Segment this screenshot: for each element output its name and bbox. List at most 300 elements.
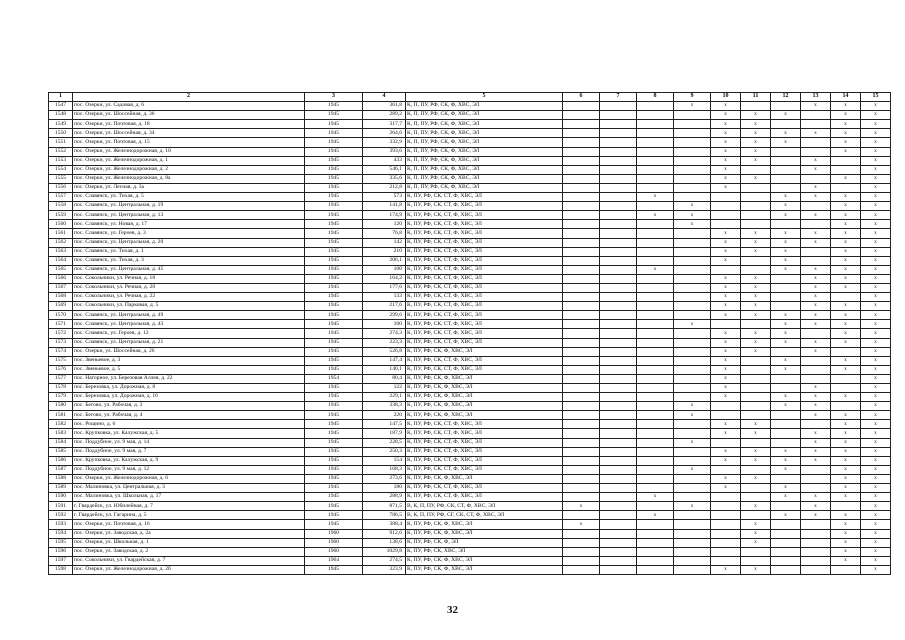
page-number: 32	[447, 604, 458, 616]
area-cell: 223,3	[363, 338, 406, 347]
mark-cell	[674, 293, 711, 302]
mark-cell: x	[674, 502, 711, 511]
mark-cell: x	[771, 256, 801, 265]
mark-cell: x	[741, 429, 771, 438]
mark-cell	[771, 183, 801, 192]
systems-cell: К, ПУ, РФ, СК, СТ, Ф, ХВС, ЭЛ	[406, 438, 563, 447]
address-cell: пос. Поддубное, ул. 9 мая, д. 14	[73, 438, 305, 447]
mark-cell	[600, 211, 637, 220]
row-number-cell: 1563	[49, 247, 73, 256]
column-header: 11	[741, 93, 771, 102]
mark-cell	[771, 302, 801, 311]
mark-cell	[563, 429, 600, 438]
area-cell: 393,6	[363, 147, 406, 156]
mark-cell: x	[861, 293, 891, 302]
address-cell: пос. Сокольники, ул. Парковая, д. 5	[73, 302, 305, 311]
table-row	[49, 138, 891, 147]
mark-cell	[831, 347, 861, 356]
address-cell: пос. Славянск, ул. Центральная, д. 49	[73, 311, 305, 320]
year-cell: 1945	[305, 138, 363, 147]
mark-cell	[600, 165, 637, 174]
mark-cell: x	[771, 365, 801, 374]
mark-cell: x	[831, 465, 861, 474]
mark-cell: x	[711, 283, 741, 292]
mark-cell	[674, 111, 711, 120]
mark-cell: x	[674, 220, 711, 229]
address-cell: пос. Славянск, ул. Центральная, д. 20	[73, 238, 305, 247]
mark-cell	[674, 511, 711, 520]
area-cell: 274,3	[363, 329, 406, 338]
address-cell: пос. Славянск, ул. Тихая, д. 1	[73, 247, 305, 256]
row-number-cell: 1564	[49, 256, 73, 265]
mark-cell	[801, 465, 831, 474]
mark-cell	[600, 384, 637, 393]
year-cell: 1945	[305, 283, 363, 292]
mark-cell: x	[741, 174, 771, 183]
mark-cell	[637, 320, 674, 329]
mark-cell: x	[831, 393, 861, 402]
area-cell: 250,3	[363, 447, 406, 456]
mark-cell	[674, 474, 711, 483]
address-cell: пос. Озерки, ул. Железнодорожная, д. 1	[73, 156, 305, 165]
mark-cell: x	[861, 356, 891, 365]
mark-cell	[637, 384, 674, 393]
mark-cell: x	[861, 302, 891, 311]
mark-cell	[600, 465, 637, 474]
mark-cell	[637, 256, 674, 265]
area-cell: 147,4	[363, 356, 406, 365]
systems-cell: К, ПУ, РФ, СК, СТ, Ф, ХВС, ЭЛ	[406, 293, 563, 302]
mark-cell	[563, 456, 600, 465]
mark-cell: x	[771, 193, 801, 202]
mark-cell	[600, 429, 637, 438]
address-cell: пос. Славянск, ул. Центральная, д. 21	[73, 338, 305, 347]
mark-cell: x	[674, 438, 711, 447]
mark-cell: x	[711, 102, 741, 111]
area-cell: 338,3	[363, 402, 406, 411]
year-cell: 1945	[305, 447, 363, 456]
mark-cell: x	[801, 493, 831, 502]
table-row	[49, 211, 891, 220]
systems-cell: К, ПУ, РФ, СК, СТ, Ф, ХВС, ЭЛ	[406, 493, 563, 502]
mark-cell	[563, 102, 600, 111]
systems-cell: К, ПУ, РФ, СК, ХВС, ЭЛ	[406, 547, 563, 556]
mark-cell: x	[771, 402, 801, 411]
address-cell: пос. Озерки, ул. Железнодорожная, д. 10	[73, 147, 305, 156]
mark-cell	[741, 374, 771, 383]
mark-cell: x	[861, 265, 891, 274]
systems-cell: К, П, ПУ, РФ, СК, Ф, ХВС, ЭЛ	[406, 129, 563, 138]
mark-cell: x	[801, 402, 831, 411]
year-cell: 1945	[305, 256, 363, 265]
mark-cell: x	[831, 429, 861, 438]
mark-cell	[741, 402, 771, 411]
mark-cell	[637, 283, 674, 292]
mark-cell	[741, 556, 771, 565]
systems-cell: К, ПУ, РФ, СК, СТ, Ф, ХВС, ЭЛ	[406, 365, 563, 374]
area-cell: 546,1	[363, 165, 406, 174]
mark-cell	[801, 356, 831, 365]
table-row	[49, 229, 891, 238]
mark-cell	[637, 393, 674, 402]
table-body	[49, 102, 891, 575]
mark-cell	[711, 529, 741, 538]
area-cell: 168,3	[363, 465, 406, 474]
mark-cell: x	[861, 393, 891, 402]
mark-cell	[771, 347, 801, 356]
mark-cell	[771, 529, 801, 538]
mark-cell: x	[674, 465, 711, 474]
mark-cell	[600, 138, 637, 147]
systems-cell: К, ПУ, РФ, СК, СТ, Ф, ХВС, ЭЛ	[406, 338, 563, 347]
row-number-cell: 1547	[49, 102, 73, 111]
mark-cell	[637, 229, 674, 238]
address-cell: пос. Березовка, ул. Дорожная, д. 8	[73, 384, 305, 393]
mark-cell: x	[861, 493, 891, 502]
mark-cell: x	[711, 329, 741, 338]
year-cell: 1945	[305, 474, 363, 483]
mark-cell: x	[861, 220, 891, 229]
mark-cell	[637, 120, 674, 129]
address-cell: пос. Озерки, ул. Почтовая, д. 18	[73, 120, 305, 129]
area-cell: 80,4	[363, 374, 406, 383]
mark-cell	[771, 474, 801, 483]
mark-cell	[637, 111, 674, 120]
mark-cell: x	[831, 111, 861, 120]
mark-cell: x	[711, 138, 741, 147]
mark-cell: x	[801, 429, 831, 438]
mark-cell	[600, 474, 637, 483]
table-row	[49, 165, 891, 174]
table-row	[49, 220, 891, 229]
mark-cell: x	[831, 320, 861, 329]
address-cell: пос. Крупковка, ул. Калужская, д. 9	[73, 456, 305, 465]
table-row	[49, 520, 891, 529]
mark-cell: x	[831, 356, 861, 365]
column-header: 8	[637, 93, 674, 102]
mark-cell	[637, 156, 674, 165]
systems-cell: К, ПУ, РФ, СК, Ф, ХВС, ЭЛ	[406, 520, 563, 529]
mark-cell	[563, 156, 600, 165]
area-cell: 264,6	[363, 129, 406, 138]
mark-cell	[831, 293, 861, 302]
mark-cell	[563, 247, 600, 256]
table-row	[49, 147, 891, 156]
mark-cell: x	[861, 311, 891, 320]
mark-cell: x	[861, 438, 891, 447]
mark-cell	[831, 374, 861, 383]
mark-cell: x	[711, 174, 741, 183]
year-cell: 1945	[305, 356, 363, 365]
row-number-cell: 1577	[49, 374, 73, 383]
mark-cell	[600, 147, 637, 156]
registry-table	[48, 92, 891, 575]
year-cell: 1964	[305, 556, 363, 565]
systems-cell: К, ПУ, РФ, СК, СТ, Ф, ХВС, ЭЛ	[406, 484, 563, 493]
mark-cell	[741, 484, 771, 493]
row-number-cell: 1582	[49, 420, 73, 429]
mark-cell: x	[741, 520, 771, 529]
mark-cell: x	[801, 511, 831, 520]
mark-cell	[674, 484, 711, 493]
row-number-cell: 1581	[49, 411, 73, 420]
systems-cell: К, ПУ, РФ, СК, СТ, Ф, ХВС, ЭЛ	[406, 265, 563, 274]
area-cell: 288,9	[363, 493, 406, 502]
column-header: 13	[801, 93, 831, 102]
mark-cell	[674, 420, 711, 429]
address-cell: пос. Малиновка, ул. Центральная, д. 3	[73, 484, 305, 493]
mark-cell: x	[801, 129, 831, 138]
mark-cell	[741, 202, 771, 211]
year-cell: 1945	[305, 220, 363, 229]
area-cell: 786,5	[363, 511, 406, 520]
mark-cell	[741, 356, 771, 365]
mark-cell: x	[711, 120, 741, 129]
row-number-cell: 1569	[49, 302, 73, 311]
mark-cell	[600, 274, 637, 283]
mark-cell	[801, 256, 831, 265]
year-cell: 1945	[305, 429, 363, 438]
address-cell: пос. Бегово, ул. Рабочая, д. 4	[73, 411, 305, 420]
mark-cell: x	[861, 465, 891, 474]
mark-cell	[600, 320, 637, 329]
area-cell: 361,8	[363, 102, 406, 111]
systems-cell: К, ПУ, РФ, СК, Ф, ЭЛ	[406, 538, 563, 547]
mark-cell	[637, 547, 674, 556]
mark-cell	[711, 538, 741, 547]
row-number-cell: 1561	[49, 229, 73, 238]
mark-cell	[563, 411, 600, 420]
mark-cell	[563, 347, 600, 356]
mark-cell: x	[861, 374, 891, 383]
mark-cell: x	[861, 547, 891, 556]
area-cell: 217,6	[363, 302, 406, 311]
mark-cell	[637, 502, 674, 511]
systems-cell: К, ПУ, РФ, СК, Ф, ХВС, ЭЛ	[406, 474, 563, 483]
row-number-cell: 1560	[49, 220, 73, 229]
mark-cell	[771, 165, 801, 174]
mark-cell	[674, 238, 711, 247]
mark-cell: x	[861, 111, 891, 120]
row-number-cell: 1551	[49, 138, 73, 147]
mark-cell	[801, 556, 831, 565]
mark-cell: x	[801, 411, 831, 420]
address-cell: пос. Сокольники, ул. Речная, д. 18	[73, 274, 305, 283]
mark-cell: x	[741, 247, 771, 256]
mark-cell: x	[741, 129, 771, 138]
table-row	[49, 329, 891, 338]
mark-cell	[637, 374, 674, 383]
mark-cell	[637, 138, 674, 147]
table-row	[49, 202, 891, 211]
mark-cell: x	[861, 247, 891, 256]
mark-cell: x	[831, 202, 861, 211]
mark-cell	[600, 556, 637, 565]
mark-cell: x	[771, 465, 801, 474]
mark-cell: x	[674, 320, 711, 329]
address-cell: пос. Бегово, ул. Рабочая, д. 3	[73, 402, 305, 411]
systems-cell: К, ПУ, РФ, СК, СТ, Ф, ХВС, ЭЛ	[406, 429, 563, 438]
row-number-cell: 1571	[49, 320, 73, 329]
mark-cell	[563, 402, 600, 411]
mark-cell: x	[831, 520, 861, 529]
mark-cell	[801, 120, 831, 129]
column-header: 6	[563, 93, 600, 102]
mark-cell	[600, 365, 637, 374]
address-cell: пос. Сокольники, ул. Гвардейская, д. 7	[73, 556, 305, 565]
mark-cell	[563, 302, 600, 311]
mark-cell: x	[831, 547, 861, 556]
mark-cell	[741, 256, 771, 265]
mark-cell: x	[861, 456, 891, 465]
mark-cell: x	[637, 265, 674, 274]
mark-cell: x	[861, 365, 891, 374]
mark-cell	[801, 565, 831, 574]
year-cell: 1945	[305, 302, 363, 311]
mark-cell: x	[711, 293, 741, 302]
mark-cell: x	[711, 384, 741, 393]
row-number-cell: 1555	[49, 174, 73, 183]
mark-cell	[637, 365, 674, 374]
systems-cell: К, ПУ, РФ, СК, Ф, ХВС, ЭЛ	[406, 347, 563, 356]
mark-cell: x	[801, 447, 831, 456]
mark-cell	[771, 438, 801, 447]
mark-cell	[801, 420, 831, 429]
mark-cell	[637, 420, 674, 429]
mark-cell: x	[711, 420, 741, 429]
mark-cell: x	[831, 474, 861, 483]
mark-cell: x	[771, 320, 801, 329]
mark-cell	[563, 393, 600, 402]
area-cell: 138,6	[363, 538, 406, 547]
systems-cell: К, ПУ, РФ, СК, Ф, ХВС, ЭЛ	[406, 384, 563, 393]
address-cell: пос. Озерки, ул. Школьная, д. 1	[73, 538, 305, 547]
mark-cell	[771, 556, 801, 565]
row-number-cell: 1566	[49, 274, 73, 283]
mark-cell	[600, 493, 637, 502]
mark-cell	[563, 193, 600, 202]
mark-cell	[563, 238, 600, 247]
area-cell: 323,9	[363, 565, 406, 574]
mark-cell: x	[861, 120, 891, 129]
mark-cell	[674, 138, 711, 147]
mark-cell: x	[637, 511, 674, 520]
row-number-cell: 1588	[49, 474, 73, 483]
mark-cell	[600, 183, 637, 192]
address-cell: пос. Славянск, ул. Центральная, д. 19	[73, 202, 305, 211]
mark-cell	[674, 556, 711, 565]
mark-cell	[600, 420, 637, 429]
mark-cell: x	[741, 565, 771, 574]
mark-cell	[563, 556, 600, 565]
mark-cell: x	[831, 411, 861, 420]
mark-cell	[600, 329, 637, 338]
mark-cell: x	[741, 156, 771, 165]
mark-cell	[563, 138, 600, 147]
address-cell: пос. Сокольники, ул. Речная, д. 20	[73, 283, 305, 292]
year-cell: 1945	[305, 311, 363, 320]
mark-cell	[741, 193, 771, 202]
mark-cell	[711, 502, 741, 511]
mark-cell: x	[861, 556, 891, 565]
mark-cell: x	[861, 211, 891, 220]
mark-cell: x	[831, 220, 861, 229]
systems-cell: К, ПУ, РФ, СК, СТ, Ф, ХВС, ЭЛ	[406, 356, 563, 365]
year-cell: 1945	[305, 238, 363, 247]
systems-cell: К, П, ПУ, РФ, СК, Ф, ХВС, ЭЛ	[406, 165, 563, 174]
table-row	[49, 511, 891, 520]
systems-cell: К, П, ПУ, РФ, СК, Ф, ХВС, ЭЛ	[406, 120, 563, 129]
table-row	[49, 338, 891, 347]
systems-cell: К, ПУ, РФ, СК, СТ, Ф, ХВС, ЭЛ	[406, 302, 563, 311]
mark-cell	[563, 283, 600, 292]
area-cell: 180	[363, 484, 406, 493]
mark-cell: x	[801, 311, 831, 320]
year-cell: 1945	[305, 520, 363, 529]
mark-cell	[674, 493, 711, 502]
row-number-cell: 1590	[49, 493, 73, 502]
mark-cell	[600, 502, 637, 511]
column-header: 12	[771, 93, 801, 102]
year-cell: 1945	[305, 211, 363, 220]
address-cell: пос. Славянск, ул. Центральная, д. 43	[73, 320, 305, 329]
address-cell: пос. Рощино, д. 6	[73, 420, 305, 429]
mark-cell	[563, 484, 600, 493]
mark-cell	[711, 320, 741, 329]
mark-cell: x	[711, 338, 741, 347]
table-row	[49, 120, 891, 129]
mark-cell	[771, 565, 801, 574]
area-cell: 133	[363, 293, 406, 302]
mark-cell: x	[771, 511, 801, 520]
mark-cell: x	[861, 520, 891, 529]
mark-cell	[711, 556, 741, 565]
mark-cell: x	[801, 320, 831, 329]
mark-cell: x	[831, 538, 861, 547]
mark-cell	[771, 283, 801, 292]
year-cell: 1945	[305, 329, 363, 338]
address-cell: г. Гвардейск, ул. Юбилейная, д. 7	[73, 502, 305, 511]
mark-cell	[637, 338, 674, 347]
mark-cell: x	[861, 183, 891, 192]
mark-cell	[563, 565, 600, 574]
mark-cell	[637, 220, 674, 229]
mark-cell: x	[831, 138, 861, 147]
mark-cell: x	[861, 102, 891, 111]
area-cell: 164,2	[363, 274, 406, 283]
address-cell: пос. Озерки, ул. Лесная, д. 3а	[73, 183, 305, 192]
year-cell: 1945	[305, 156, 363, 165]
mark-cell: x	[831, 265, 861, 274]
mark-cell	[674, 274, 711, 283]
mark-cell: x	[741, 329, 771, 338]
year-cell: 1945	[305, 384, 363, 393]
mark-cell: x	[861, 384, 891, 393]
mark-cell	[600, 511, 637, 520]
area-cell: 274,5	[363, 556, 406, 565]
column-header: 9	[674, 93, 711, 102]
year-cell: 1945	[305, 293, 363, 302]
address-cell: пос. Озерки, ул. Железнодорожная, д. 6	[73, 474, 305, 483]
address-cell: пос. Нагорное, ул. Березовая Аллея, д. 22	[73, 374, 305, 383]
address-cell: пос. Поддубное, ул. 9 мая, д. 7	[73, 447, 305, 456]
mark-cell: x	[711, 147, 741, 156]
mark-cell: x	[861, 138, 891, 147]
table-row	[49, 538, 891, 547]
row-number-cell: 1567	[49, 283, 73, 292]
mark-cell: x	[674, 402, 711, 411]
table-row	[49, 484, 891, 493]
